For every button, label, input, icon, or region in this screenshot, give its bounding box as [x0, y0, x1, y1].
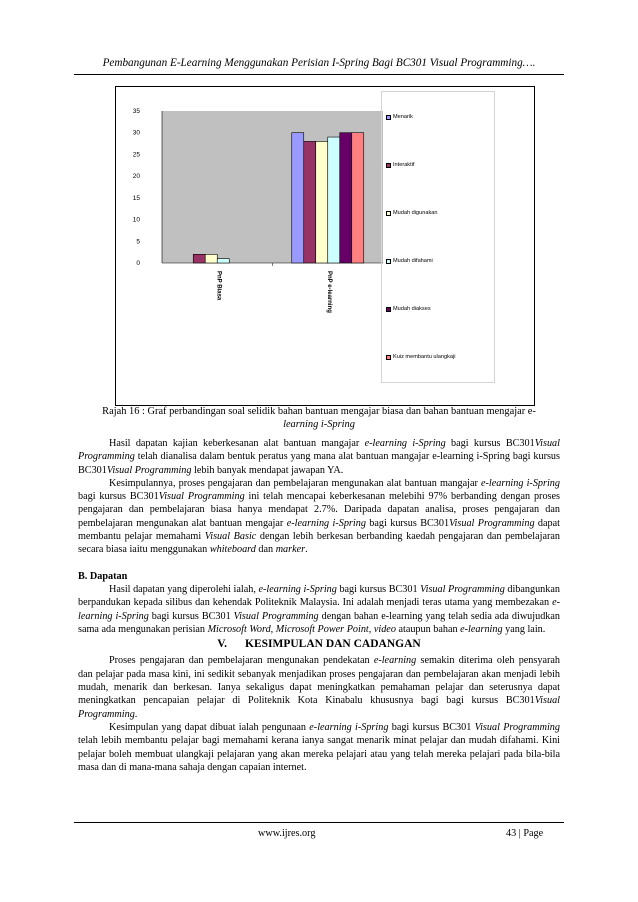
figure-caption: [74, 405, 564, 431]
legend-item: [386, 354, 456, 360]
bar: [316, 141, 328, 263]
legend-swatch: [386, 163, 391, 168]
bar: [205, 254, 217, 263]
paragraph-1: Hasil dapatan kajian keberkesanan alat bantuan mangajar e-learning i-Spring bagi kursus BC301Visual Programming telah dianalisa dalam bentuk peratus yang mana alat bantuan mangajar e-learning i-Spring bagi kursus BC301Visual Programming lebih banyak mendapat jawapan YA.: [78, 438, 560, 476]
y-tick-label: 15: [132, 194, 140, 202]
y-tick-label: 10: [132, 216, 140, 224]
caption-line-2: learning i-Spring: [283, 419, 355, 430]
running-header: Pembangunan E-Learning Menggunakan Perisian I-Spring Bagi BC301 Visual Programming….: [102, 57, 536, 69]
y-tick-label: 30: [132, 129, 140, 137]
footer-page-number: 43 | Page: [506, 828, 544, 839]
legend-swatch: [386, 115, 391, 120]
section-b-heading: B. Dapatan: [78, 570, 128, 582]
paragraph-5: Kesimpulan yang dapat dibuat ialah pengunaan e-learning i-Spring bagi kursus BC301 Visual Programming telah lebih membantu pelajar bagi memahami kerana ianya sangat menarik minat pelajar dan mudah difahami. Kini pelajar boleh membuat ulangkaji pelajaran yang akan mereka pelajari atau yang telah mereka pelajari pada bila-bila masa dan di mana-mana sahaja dengan capaian internet.: [78, 721, 560, 773]
legend-item: [386, 162, 414, 168]
section-title: KESIMPULAN DAN CADANGAN: [245, 638, 421, 651]
legend-item: [386, 306, 431, 312]
y-tick-label: 20: [132, 173, 140, 181]
legend-swatch: [386, 355, 391, 360]
legend-label: Menarik: [393, 114, 413, 120]
bar: [292, 133, 304, 263]
y-tick-label: 35: [132, 108, 140, 115]
paragraph-2: Kesimpulannya, proses pengajaran dan pembelajaran mengunakan alat bantuan mangajar e-learning i-Spring bagi kursus BC301Visual Programming ini telah mencapai keberkesanan melebihi 97% berbanding dengan proses pengajaran dan pembelajaran biasa hanya mendapat 2.7%. Daripada dapatan analisa, proses pengajaran dan pembelajaran mengunakan alat bantuan mengajar e-learning i-Spring bagi kursus BC301Visual Programming dapat membantu pelajar memahami Visual Basic dengan lebih berkesan berbanding kaedah pengajaran dan pembelajaran secara biasa iaitu menggunakan whiteboard dan marker.: [78, 477, 560, 556]
legend-label: Kuiz membantu ulangkaji: [393, 354, 456, 360]
section-v-heading: [78, 638, 560, 651]
x-tick-label: PnP Biasa: [215, 271, 222, 301]
section-number: V.: [217, 638, 227, 651]
y-tick-label: 25: [132, 151, 140, 159]
bar: [304, 141, 316, 263]
legend-label: Mudah difahami: [393, 258, 433, 264]
legend-label: Interaktif: [393, 162, 415, 168]
header-rule: [74, 74, 564, 75]
legend-item: [386, 114, 413, 120]
figure-16: [115, 86, 535, 406]
footer-site: www.ijres.org: [258, 828, 316, 839]
footer-rule: [74, 822, 564, 823]
legend-item: [386, 258, 433, 264]
bar: [352, 133, 364, 263]
paragraph-3: Hasil dapatan yang diperolehi ialah, e-learning i-Spring bagi kursus BC301 Visual Programming dibangunkan berpandukan kepada silibus dan kehendak Politeknik Malaysia. Ini adalah menjadi teras utama yang membezakan e-learning i-Spring bagi kursus BC301 Visual Programming dengan bahan e-learning yang telah sedia ada diwujudkan sama ada mengunakan perisian Microsoft Word, Microsoft Power Point, video ataupun bahan e-learning yang lain.: [78, 583, 560, 635]
legend-label: Mudah digunakan: [393, 210, 438, 216]
bar: [340, 133, 352, 263]
legend-swatch: [386, 307, 391, 312]
y-tick-label: 0: [136, 260, 140, 267]
bar: [328, 137, 340, 263]
legend-swatch: [386, 259, 391, 264]
legend-label: Mudah diakses: [393, 306, 431, 312]
legend-swatch: [386, 211, 391, 216]
y-tick-label: 5: [136, 238, 140, 246]
x-tick-label: PnP e-learning: [325, 271, 332, 313]
body-text: [78, 437, 560, 774]
chart-legend: [381, 91, 495, 383]
legend-item: [386, 210, 437, 216]
caption-line-1: Rajah 16 : Graf perbandingan soal selidik bahan bantuan mengajar biasa dan bahan bantuan mengajar e-: [102, 406, 536, 417]
paragraph-4: Proses pengajaran dan pembelajaran mengunakan pendekatan e-learning semakin diterima oleh pensyarah dan pelajar pada masa kini, ini sedikit sebanyak menjadikan proses pengajaran dan pembelajaran akan menjadi lebih mudah, menarik dan berkesan. Ianya sekaligus dapat meningkatkan pemahaman pelajar dan seterusnya dapat meningkatkan pencapaian pelajar di Politeknik Kota Kinabalu khususnya bagi bagi kursus BC301Visual Programming.: [78, 655, 560, 720]
spacer: [78, 557, 560, 570]
bar: [217, 259, 229, 263]
bar: [193, 254, 205, 263]
